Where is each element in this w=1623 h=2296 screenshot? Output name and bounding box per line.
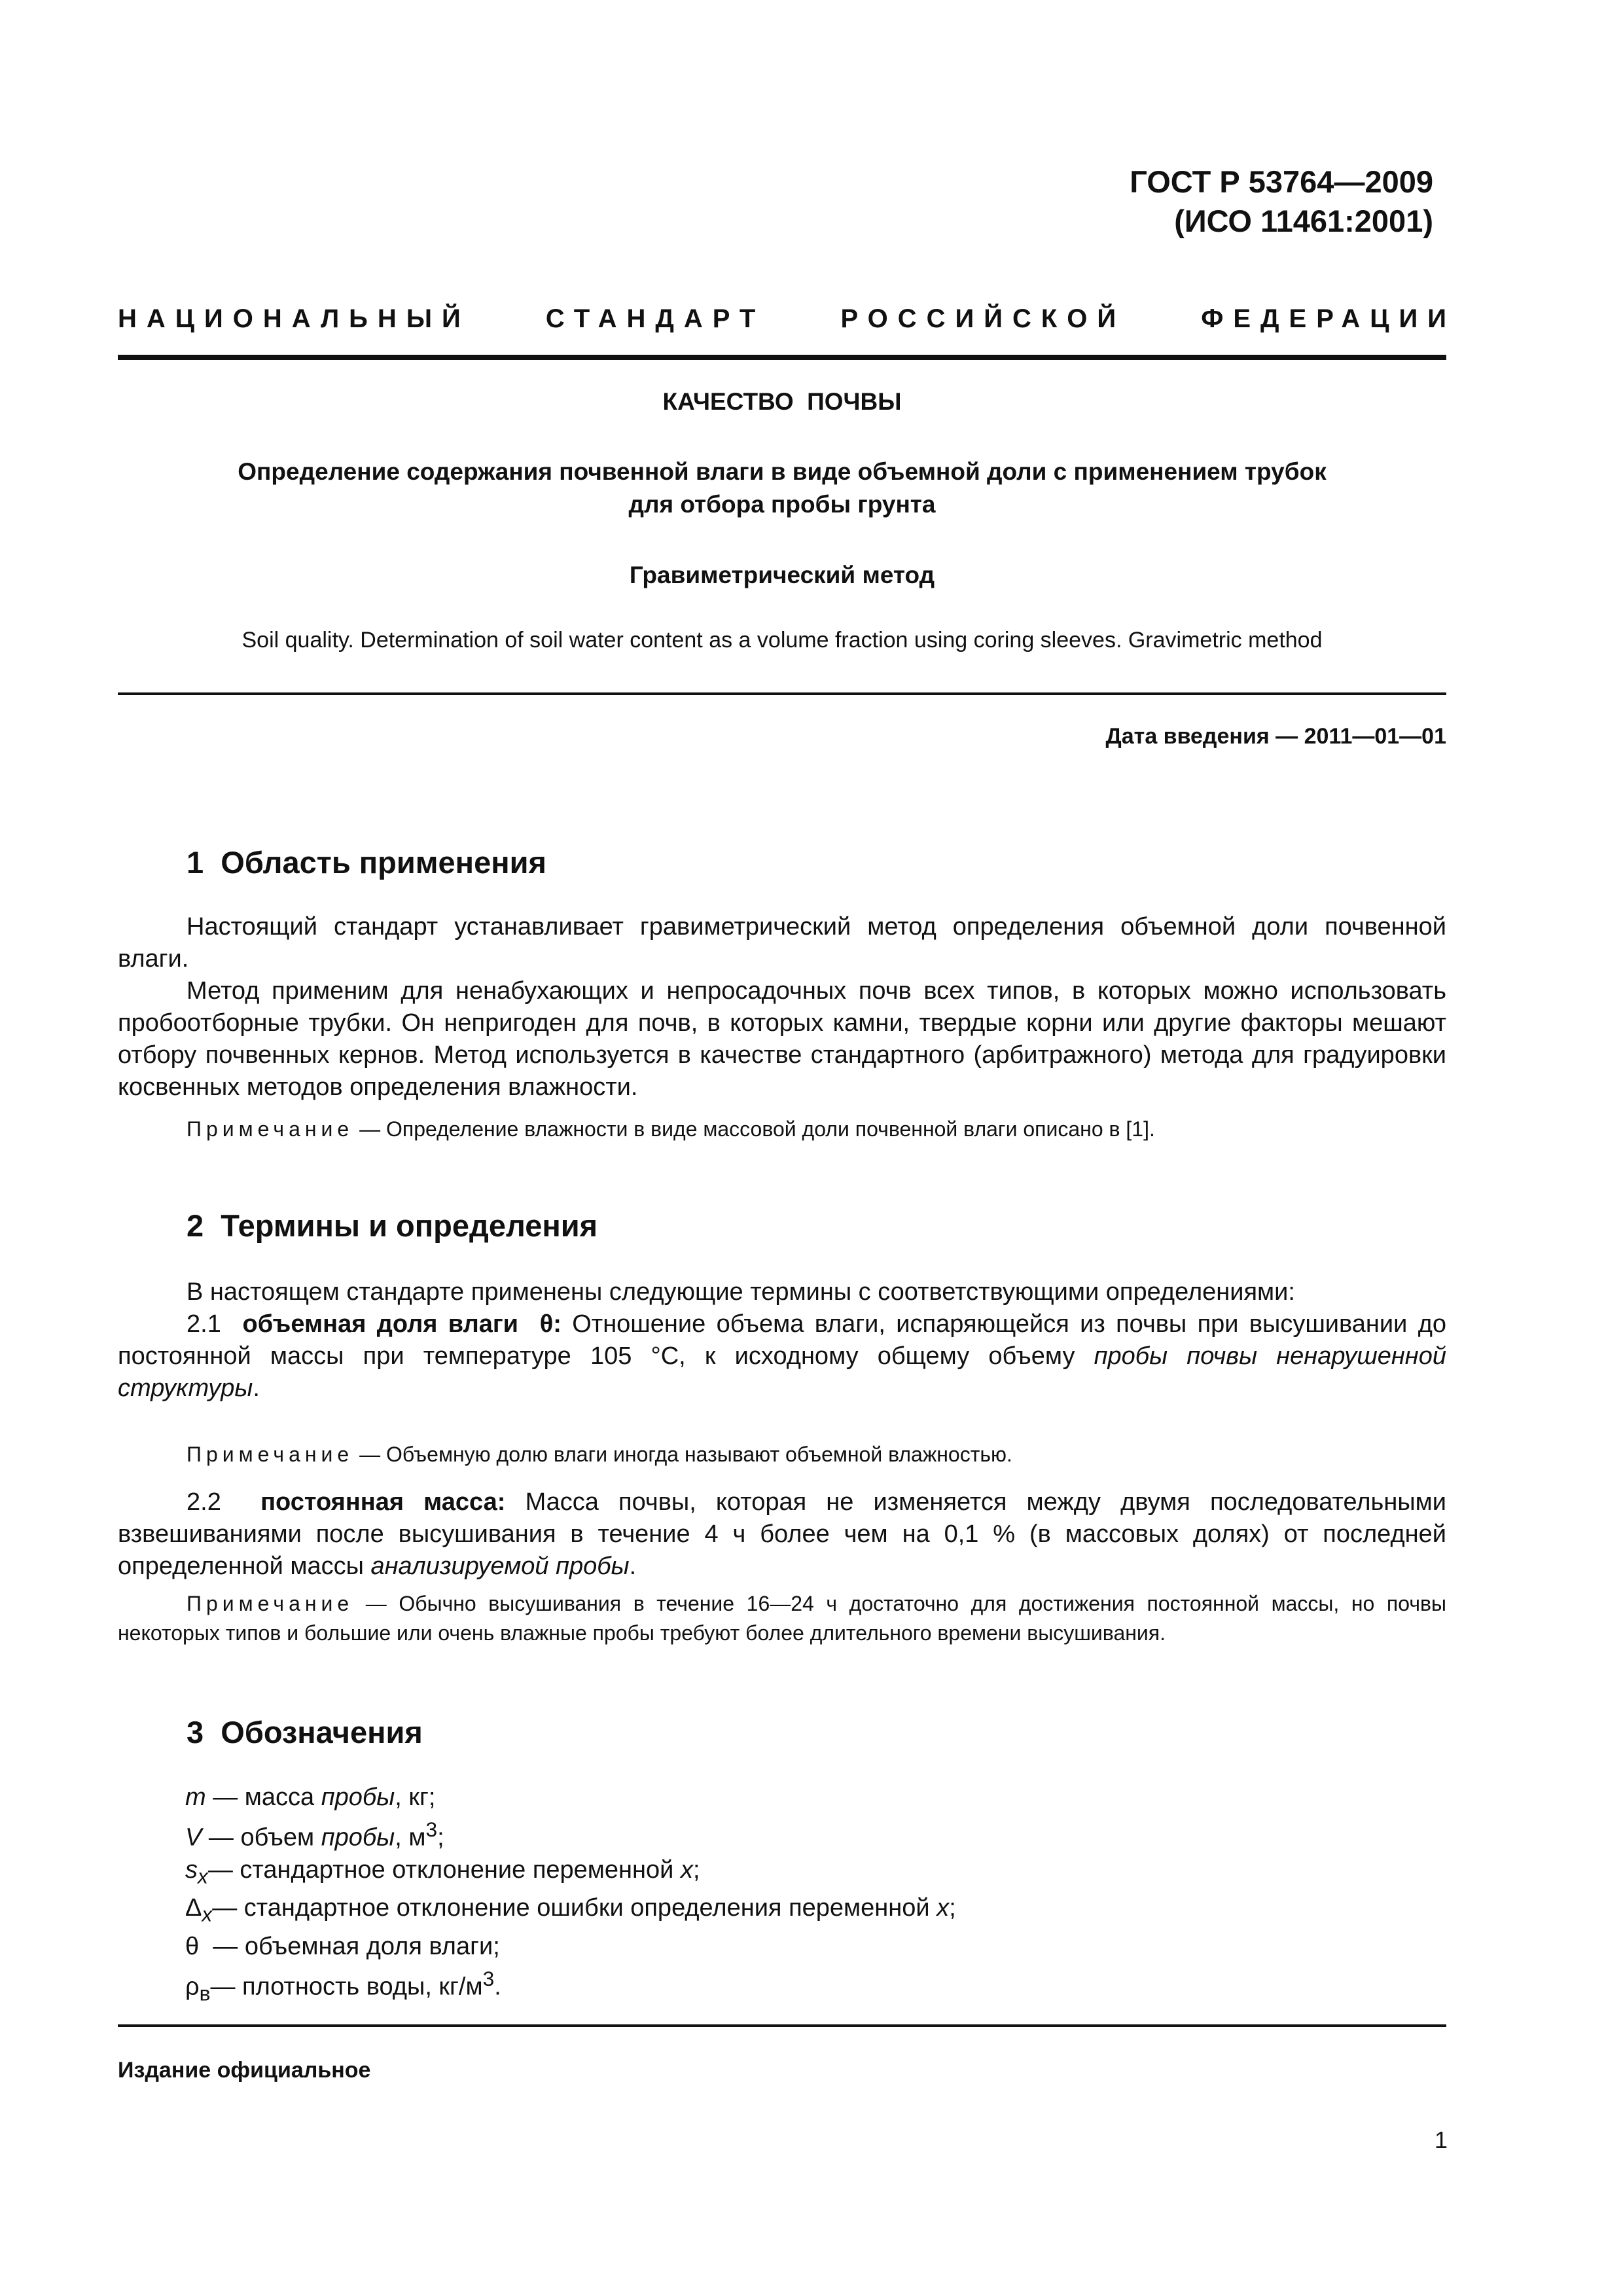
section1-note [118,1115,1446,1144]
term-definition: 2.2 постоянная масса: Масса почвы, которая не изменяется между двумя последовательными взвешиваниями после высушивания в течение 4 ч более чем на 0,1 % (в массовых долях) от последней определенной массы анализируемой пробы. [118,1488,1447,1580]
english-title: Soil quality. Determination of soil water content as a volume fraction using coring sleeves. Gravimetric method [241,628,1323,653]
document-subtitle [118,456,1446,521]
note-text: — Объемную долю влаги иногда называют объемной влажностью. [353,1443,1012,1466]
subtitle-line: Определение содержания почвенной влаги в виде объемной доли с применением трубок [238,458,1327,485]
note-text: — Обычно высушивания в течение 16—24 ч достаточно для достижения постоянной массы, но почвы некоторых типов и большие или очень влажные пробы требуют более длительного времени высушивания. [118,1592,1446,1645]
section1-body [118,911,1446,1103]
header-rule [118,355,1446,360]
term-definition: 2.1 объемная доля влаги θ: Отношение объема влаги, испаряющейся из почвы при высушивании до постоянной массы при температуре 105 °С, к исходному общему объему пробы почвы ненарушенной структуры. [118,1310,1446,1402]
footer-rule [118,2024,1446,2027]
section-heading: 2 Термины и определения [187,1208,598,1243]
symbol-item: $s_x—$ стандартное отклонение переменной x; [185,1856,700,1888]
section2-note2 [118,1589,1446,1648]
banner-word: СТАНДАРТ [545,304,766,333]
term-name: объемная доля влаги [242,1310,519,1338]
symbol-item: V — объем пробы, $м^3$; [185,1818,444,1852]
national-standard-banner [118,302,1456,335]
paragraph: В настоящем стандарте применены следующие термины с соответствующими определениями: [187,1278,1295,1306]
symbol-item: $\rho_в—$ плотность воды, $кг/м^3$. [185,1966,501,2005]
note-label: Примечание [187,1443,354,1466]
document-title: КАЧЕСТВО ПОЧВЫ [662,388,902,415]
paragraph: Метод применим для ненабухающих и непросадочных почв всех типов, в которых можно использовать пробоотборные трубки. Он непригоден для почв, в которых камни, твердые корни или другие факторы мешают отбору почвенных кернов. Метод используется в качестве стандартного (арбитражного) метода для градуировки косвенных методов определения влажности. [118,977,1446,1101]
term-number: 2.1 [187,1310,221,1338]
term-text: Отношение объема влаги, испаряющейся из почвы при высушивании до постоянной массы при температуре 105 °С, к исходному общему объему [118,1310,1446,1370]
section-heading: 3 Обозначения [187,1715,423,1749]
iso-number: (ИСО 11461:2001) [1174,204,1433,238]
term-number: 2.2 [187,1488,221,1516]
paragraph: Настоящий стандарт устанавливает гравиметрический метод определения объемной доли почвенной влаги. [118,913,1446,973]
method-title: Гравиметрический метод [629,562,935,588]
introduction-date: Дата введения — 2011—01—01 [1105,724,1446,749]
section2-note1 [118,1440,1446,1469]
note-label: Примечание [187,1592,354,1615]
note-label: Примечание [187,1117,354,1141]
section2-term2 [118,1486,1446,1583]
gost-number: ГОСТ Р 53764—2009 [1130,164,1433,199]
section2-intro [118,1276,1446,1405]
banner-word: ФЕДЕРАЦИИ [1201,304,1456,333]
note-text: — Определение влажности в виде массовой доли почвенной влаги описано в [1]. [353,1117,1155,1141]
term-ref: анализируемой пробы [370,1552,630,1580]
banner-word: РОССИЙСКОЙ [840,304,1126,333]
banner-word: НАЦИОНАЛЬНЫЙ [118,304,471,333]
term-symbol: θ: [539,1310,562,1338]
document-code [1130,162,1433,241]
official-edition-label: Издание официальное [118,2058,371,2083]
term-name: постоянная масса: [260,1488,506,1516]
term-ref: пробы почвы ненарушенной структуры [118,1342,1446,1402]
symbol-item: $\Delta_x—$ стандартное отклонение ошибки определения переменной x; [185,1894,956,1926]
symbol-item: θ — объемная доля влаги; [185,1932,500,1960]
term-text: Масса почвы, которая не изменяется между двумя последовательными взвешиваниями после высушивания в течение 4 ч более чем на 0,1 % (в массовых долях) от последней определенной массы [118,1488,1447,1580]
symbols-list [185,1782,956,2009]
title-rule [118,692,1446,695]
symbol-item: m — масса пробы, кг; [185,1784,436,1811]
page-number: 1 [1434,2126,1448,2153]
section-heading: 1 Область применения [187,845,546,880]
subtitle-line: для отбора пробы грунта [628,491,936,518]
